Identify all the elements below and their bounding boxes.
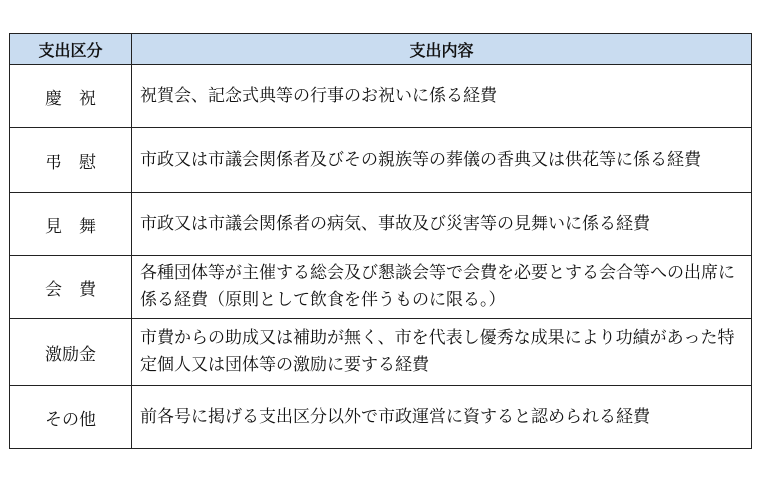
expense-table	[9, 33, 752, 449]
description-cell: 各種団体等が主催する総会及び懇談会等で会費を必要とする会合等への出席に係る経費（原則として飲食を伴うものに限る。）	[132, 256, 752, 319]
description-cell: 市政又は市議会関係者及びその親族等の葬儀の香典又は供花等に係る経費	[132, 128, 752, 193]
category-cell: 弔 慰	[10, 128, 132, 193]
table-row	[10, 65, 752, 128]
category-cell: 見 舞	[10, 193, 132, 256]
table-header-row	[10, 34, 752, 65]
table-row	[10, 256, 752, 319]
category-cell: 激励金	[10, 319, 132, 386]
category-cell: 会 費	[10, 256, 132, 319]
category-cell: 慶 祝	[10, 65, 132, 128]
table-row	[10, 319, 752, 386]
description-cell: 市政又は市議会関係者の病気、事故及び災害等の見舞いに係る経費	[132, 193, 752, 256]
description-cell: 前各号に掲げる支出区分以外で市政運営に資すると認められる経費	[132, 386, 752, 449]
table-row	[10, 193, 752, 256]
category-cell: その他	[10, 386, 132, 449]
header-content: 支出内容	[132, 34, 752, 65]
table-row	[10, 386, 752, 449]
description-cell: 市費からの助成又は補助が無く、市を代表し優秀な成果により功績があった特定個人又は団体等の激励に要する経費	[132, 319, 752, 386]
header-category: 支出区分	[10, 34, 132, 65]
table-row	[10, 128, 752, 193]
description-cell: 祝賀会、記念式典等の行事のお祝いに係る経費	[132, 65, 752, 128]
